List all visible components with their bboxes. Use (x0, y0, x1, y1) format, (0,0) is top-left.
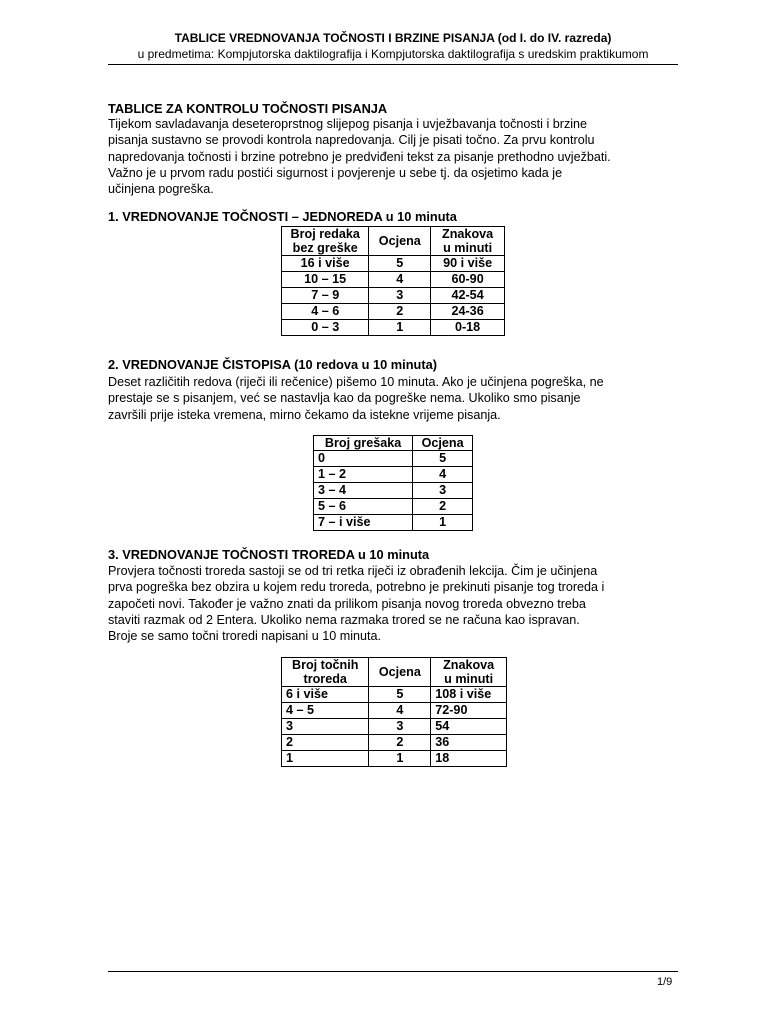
table-cell: 1 (369, 751, 431, 767)
table-cell: 3 (282, 719, 369, 735)
table-cell: 42-54 (431, 288, 505, 304)
table-cell: 4 (413, 467, 473, 483)
table-header-row (282, 227, 505, 256)
table-cell: 6 i više (282, 687, 369, 703)
table-cell: 3 (413, 483, 473, 499)
table-cell: 24-36 (431, 304, 505, 320)
table-cell: 18 (431, 751, 507, 767)
table-row (314, 515, 473, 531)
table-cell: 0 (314, 451, 413, 467)
section3-line: prva pogreška bez obzira u kojem redu troreda, potrebno je prekinuti pisanje tog troreda i (108, 580, 605, 595)
intro-line: učinjena pogreška. (108, 182, 214, 197)
header-rule (108, 64, 678, 65)
table-cell: 108 i više (431, 687, 507, 703)
table-row (282, 288, 505, 304)
document-subtitle: u predmetima: Kompjutorska daktilografija i Kompjutorska daktilografija s uredskim praktikumom (137, 47, 649, 61)
table-cell: 5 (369, 256, 431, 272)
table-cell: 7 – i više (314, 515, 413, 531)
table-cell: 16 i više (282, 256, 369, 272)
column-header: Znakova u minuti (431, 658, 507, 687)
table-header-row (282, 658, 507, 687)
column-header: Znakova u minuti (431, 227, 505, 256)
table-row (282, 751, 507, 767)
table-cell: 0-18 (431, 320, 505, 336)
table-cell: 5 (413, 451, 473, 467)
column-header: Broj grešaka (314, 436, 413, 451)
section2-line: završili prije isteka vremena, mirno čekamo da istekne vrijeme pisanja. (108, 407, 501, 422)
table-cell: 4 – 5 (282, 703, 369, 719)
section2-paragraph (108, 374, 678, 423)
section2-heading: 2. VREDNOVANJE ČISTOPISA (10 redova u 10 minuta) (108, 357, 438, 372)
accuracy-three-line-table (281, 657, 507, 767)
table-cell: 3 – 4 (314, 483, 413, 499)
table-cell: 10 – 15 (282, 272, 369, 288)
table-row (282, 687, 507, 703)
table-cell: 5 (369, 687, 431, 703)
table-row (314, 451, 473, 467)
table-cell: 1 (282, 751, 369, 767)
table-cell: 90 i više (431, 256, 505, 272)
section1-heading: 1. VREDNOVANJE TOČNOSTI – JEDNOREDA u 10 minuta (108, 209, 457, 224)
section2-line: prestaje se s pisanjem, već se nastavlja kao da pogreške nema. Ukoliko smo pisanje (108, 391, 581, 406)
table-cell: 2 (369, 304, 431, 320)
section3-line: započeti novi. Također je važno znati da prilikom pisanja novog troreda obvezno treba (108, 596, 586, 611)
intro-heading: TABLICE ZA KONTROLU TOČNOSTI PISANJA (108, 101, 388, 116)
column-header: Ocjena (369, 658, 431, 687)
table-row (282, 304, 505, 320)
section3-line: Broje se samo točni troredi napisani u 10 minuta. (108, 629, 382, 644)
table-row (282, 703, 507, 719)
intro-paragraph (108, 116, 678, 197)
table-cell: 3 (369, 719, 431, 735)
document-title: TABLICE VREDNOVANJA TOČNOSTI I BRZINE PISANJA (od I. do IV. razreda) (174, 31, 612, 45)
clean-copy-table (313, 435, 473, 531)
table-cell: 2 (413, 499, 473, 515)
section3-line: Provjera točnosti troreda sastoji se od tri retka riječi iz obrađenih lekcija. Čim je učinjena (108, 564, 598, 578)
table-cell: 2 (369, 735, 431, 751)
table-cell: 1 – 2 (314, 467, 413, 483)
table-cell: 2 (282, 735, 369, 751)
footer-rule (108, 971, 678, 972)
table-cell: 1 (413, 515, 473, 531)
section3-paragraph (108, 563, 678, 644)
table-cell: 4 – 6 (282, 304, 369, 320)
intro-line: napredovanja točnosti i brzine potrebno je predviđeni tekst za pisanje prethodno uvježbati. (108, 149, 611, 164)
table-row (314, 499, 473, 515)
table-row (314, 467, 473, 483)
table-cell: 1 (369, 320, 431, 336)
table-cell: 5 – 6 (314, 499, 413, 515)
table-row (282, 719, 507, 735)
intro-line: Važno je u prvom radu postići sigurnost i povjerenje u sebe tj. da osjetimo kada je (108, 165, 563, 180)
table-cell: 36 (431, 735, 507, 751)
table-cell: 3 (369, 288, 431, 304)
column-header: Ocjena (369, 227, 431, 256)
table-cell: 4 (369, 703, 431, 719)
table-cell: 4 (369, 272, 431, 288)
table-row (282, 256, 505, 272)
intro-line: pisanja sustavno se provodi kontrola napredovanja. Cilj je pisati točno. Za prvu kontrolu (108, 133, 595, 148)
table-cell: 7 – 9 (282, 288, 369, 304)
section3-line: staviti razmak od 2 Entera. Ukoliko nema razmaka trored se ne računa kao ispravan. (108, 612, 580, 627)
table-cell: 0 – 3 (282, 320, 369, 336)
section2-line: Deset različitih redova (riječi ili rečenice) pišemo 10 minuta. Ako je učinjena pogreška, ne (108, 375, 604, 389)
column-header: Ocjena (413, 436, 473, 451)
page-number: 1/9 (657, 976, 673, 988)
section3-heading: 3. VREDNOVANJE TOČNOSTI TROREDA u 10 minuta (108, 547, 430, 562)
column-header: Broj točnih troreda (282, 658, 369, 687)
table-cell: 54 (431, 719, 507, 735)
table-cell: 60-90 (431, 272, 505, 288)
table-row (282, 735, 507, 751)
table-cell: 72-90 (431, 703, 507, 719)
table-row (282, 272, 505, 288)
table-row (314, 483, 473, 499)
table-row (282, 320, 505, 336)
column-header: Broj redaka bez greške (282, 227, 369, 256)
document-header (108, 30, 678, 62)
accuracy-single-line-table (281, 226, 505, 336)
table-header-row (314, 436, 473, 451)
intro-line: Tijekom savladavanja deseteroprstnog slijepog pisanja i uvježbavanja točnosti i brzine (108, 117, 588, 131)
